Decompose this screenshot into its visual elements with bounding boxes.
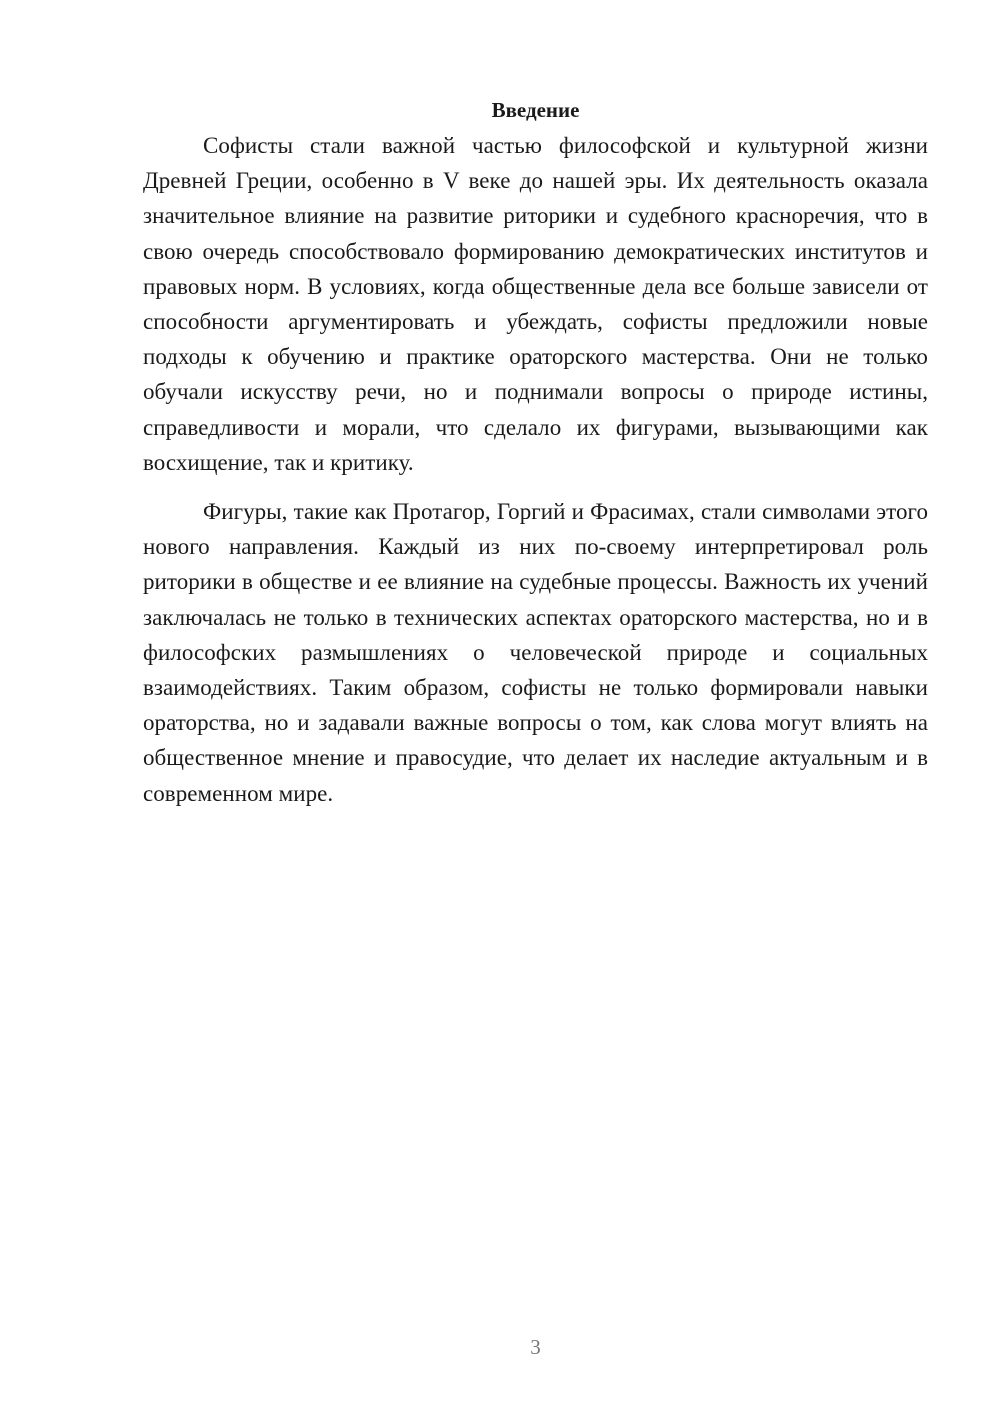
paragraph-1: Софисты стали важной частью философской и культурной жизни Древней Греции, особенно в V веке до нашей эры. Их деятельность оказала значительное влияние на развитие риторики и судебного красноречия, что в свою очередь способствовало формированию демократических институтов и правовых норм. В условиях, когда общественные дела все больше зависели от способности аргументировать и убеждать, софисты предложили новые подходы к обучению и практике ораторского мастерства. Они не только обучали искусству речи, но и поднимали вопросы о природе истины, справедливости и морали, что сделало их фигурами, вызывающими как восхищение, так и критику. [143, 133, 928, 475]
page-content [143, 93, 928, 811]
paragraph-2: Фигуры, такие как Протагор, Горгий и Фрасимах, стали символами этого нового направления. Каждый из них по-своему интерпретировал роль риторики в обществе и ее влияние на судебные процессы. Важность их учений заключалась не только в технических аспектах ораторского мастерства, но и в философских размышлениях о человеческой природе и социальных взаимодействиях. Таким образом, софисты не только формировали навыки ораторства, но и задавали важные вопросы о том, как слова могут влиять на общественное мнение и правосудие, что делает их наследие актуальным и в современном мире. [143, 499, 928, 806]
page-number: 3 [530, 1335, 541, 1359]
section-heading: Введение [491, 98, 580, 122]
